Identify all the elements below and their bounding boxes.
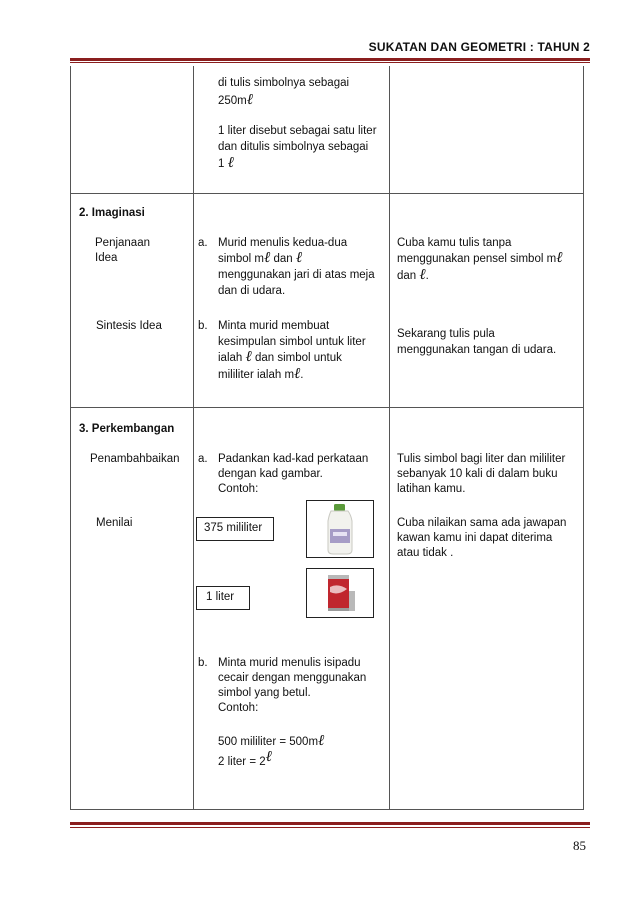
- label-menilai: Menilai: [96, 517, 133, 529]
- row3-c3-line4: Cuba nilaikan sama ada jawapan: [397, 517, 567, 529]
- row2-c3-line5: menggunakan tangan di udara.: [397, 344, 557, 356]
- row2-b-line4: mililiter ialah mℓ.: [218, 366, 304, 382]
- row3-c3-line2: sebanyak 10 kali di dalam buku: [397, 468, 558, 480]
- picture-card-bottle: [306, 500, 374, 558]
- row3-b-line4: Contoh:: [218, 702, 259, 714]
- row2-c3-line4: Sekarang tulis pula: [397, 328, 495, 340]
- row3-b-line2: cecair dengan menggunakan: [218, 672, 367, 684]
- row2-b-line1: Minta murid membuat: [218, 320, 330, 332]
- page-number: 85: [573, 838, 586, 853]
- row2-a-line2: simbol mℓ dan ℓ: [218, 250, 303, 266]
- row2-b-line2: kesimpulan simbol untuk liter: [218, 336, 366, 348]
- page-header-title: SUKATAN DAN GEOMETRI : TAHUN 2: [368, 40, 590, 54]
- label-penambahbaikan: Penambahbaikan: [90, 453, 180, 465]
- row3-b-example2: 2 liter = 2ℓ: [218, 749, 272, 768]
- row2-c3-line2: menggunakan pensel simbol mℓ: [397, 250, 563, 266]
- label-idea: Idea: [95, 252, 118, 264]
- row1-text-line2: 250mℓ: [218, 92, 254, 108]
- word-card-375-mililiter: 375 mililiter: [196, 517, 274, 541]
- row1-text-line5: 1 ℓ: [218, 155, 234, 171]
- row2-a-line4: dan di udara.: [218, 285, 286, 297]
- row3-c3-line5: kawan kamu ini dapat diterima: [397, 532, 553, 544]
- header-rule-thin: [70, 62, 590, 63]
- row3-a-line3: Contoh:: [218, 483, 259, 495]
- row3-a-line2: dengan kad gambar.: [218, 468, 323, 480]
- litre-symbol: ℓ: [246, 92, 254, 108]
- row3-c3-line1: Tulis simbol bagi liter dan mililiter: [397, 453, 566, 465]
- picture-card-can: [306, 568, 374, 618]
- row1-text-line1: di tulis simbolnya sebagai: [218, 77, 350, 89]
- row2-a-line3: menggunakan jari di atas meja: [218, 269, 375, 281]
- section-heading-perkembangan: 3. Perkembangan: [79, 423, 175, 435]
- label-sintesis-idea: Sintesis Idea: [96, 320, 162, 332]
- bottle-icon: [307, 501, 373, 557]
- header-rule-thick: [70, 58, 590, 61]
- label-penjanaan: Penjanaan: [95, 237, 150, 249]
- section-heading-imaginasi: 2. Imaginasi: [79, 207, 145, 219]
- footer-rule-thick: [70, 822, 590, 825]
- row2-c3-line3: dan ℓ.: [397, 267, 429, 283]
- row2-a-line1: Murid menulis kedua-dua: [218, 237, 348, 249]
- word-card-1-liter: 1 liter: [196, 586, 250, 610]
- list-marker-b: b.: [198, 320, 208, 332]
- row3-c3-line6: atau tidak .: [397, 547, 454, 559]
- soda-can-icon: [307, 569, 373, 617]
- footer-rule-thin: [70, 827, 590, 828]
- list-marker-a: a.: [198, 237, 208, 249]
- row3-b-line1: Minta murid menulis isipadu: [218, 657, 361, 669]
- row3-c3-line3: latihan kamu.: [397, 483, 466, 495]
- row3-b-line3: simbol yang betul.: [218, 687, 311, 699]
- litre-symbol: ℓ: [227, 155, 234, 171]
- list-marker-a: a.: [198, 453, 208, 465]
- list-marker-b: b.: [198, 657, 208, 669]
- row2-c3-line1: Cuba kamu tulis tanpa: [397, 237, 512, 249]
- row1-text-line4: dan ditulis simbolnya sebagai: [218, 141, 369, 153]
- row3-a-line1: Padankan kad-kad perkataan: [218, 453, 369, 465]
- row3-b-example1: 500 mililiter = 500mℓ: [218, 733, 325, 749]
- row1-text-line3: 1 liter disebut sebagai satu liter: [218, 125, 377, 137]
- row2-b-line3: ialah ℓ dan simbol untuk: [218, 349, 342, 365]
